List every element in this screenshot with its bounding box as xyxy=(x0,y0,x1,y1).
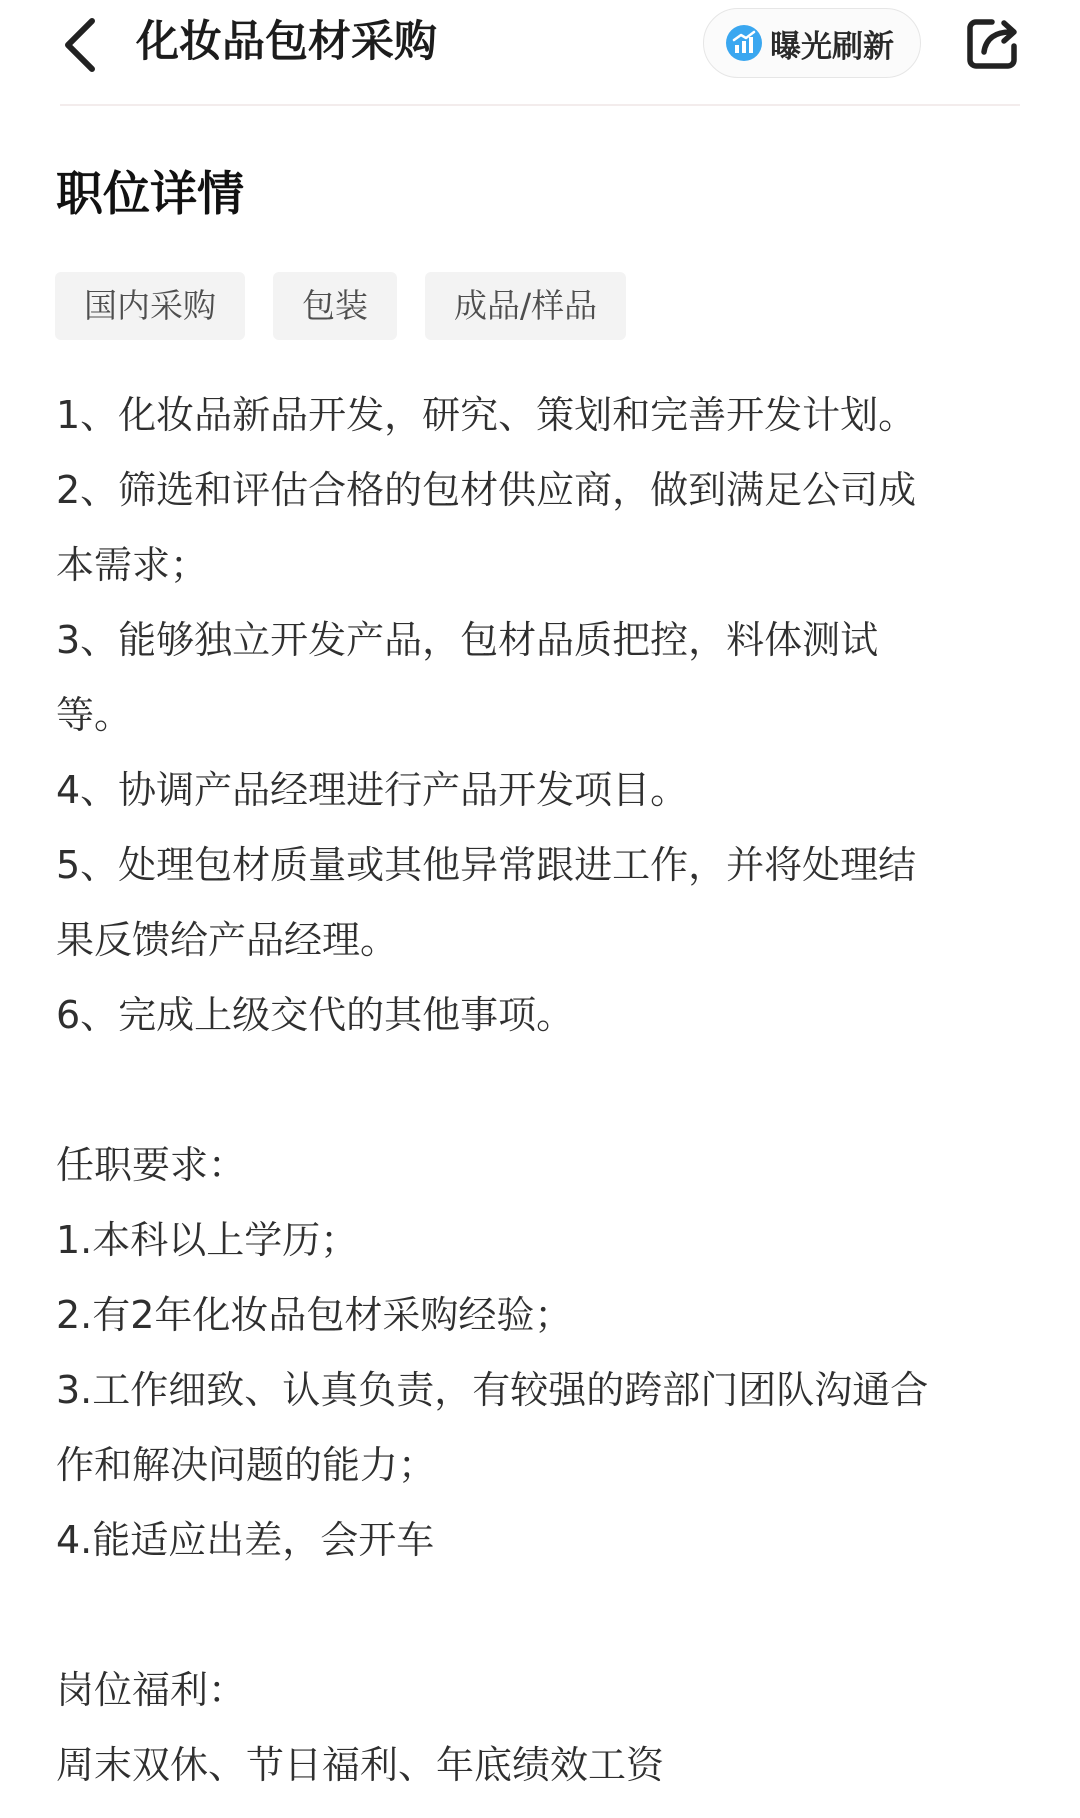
page-title: 化妆品包材采购 xyxy=(136,17,437,67)
requirement-line: 3.工作细致、认真负责，有较强的跨部门团队沟通合 xyxy=(56,1368,929,1412)
requirement-line: 1.本科以上学历； xyxy=(56,1218,359,1262)
description-line: 1、化妆品新品开发，研究、策划和完善开发计划。 xyxy=(56,393,917,437)
description-line: 果反馈给产品经理。 xyxy=(56,918,399,962)
description-line: 等。 xyxy=(56,693,133,737)
tag-packaging[interactable]: 包装 xyxy=(273,272,397,340)
back-chevron-icon xyxy=(60,17,100,73)
requirement-line: 作和解决问题的能力； xyxy=(56,1443,437,1487)
blank-line xyxy=(56,1578,1016,1653)
requirement-line: 4.能适应出差，会开车 xyxy=(56,1518,435,1562)
back-button[interactable] xyxy=(50,10,110,80)
description-line: 4、协调产品经理进行产品开发项目。 xyxy=(56,768,689,812)
share-icon xyxy=(962,12,1024,74)
description-line: 2、筛选和评估合格的包材供应商，做到满足公司成 xyxy=(56,468,917,512)
description-line: 3、能够独立开发产品，包材品质把控，料体测试 xyxy=(56,618,879,662)
description-line: 本需求； xyxy=(56,543,209,587)
tag-domestic-purchasing[interactable]: 国内采购 xyxy=(55,272,245,340)
exposure-refresh-button[interactable] xyxy=(703,8,921,78)
description-line: 5、处理包材质量或其他异常跟进工作，并将处理结 xyxy=(56,843,917,887)
tag-list xyxy=(55,272,654,340)
header-divider xyxy=(60,104,1020,106)
top-bar xyxy=(0,0,1080,100)
blank-line xyxy=(56,1053,1016,1128)
benefits-line: 周末双休、节日福利、年底绩效工资 xyxy=(56,1743,665,1787)
description-line: 6、完成上级交代的其他事项。 xyxy=(56,993,575,1037)
tag-finished-samples[interactable]: 成品/样品 xyxy=(425,272,626,340)
chart-up-icon xyxy=(726,25,762,61)
share-button[interactable] xyxy=(962,12,1024,74)
benefits-heading: 岗位福利： xyxy=(56,1668,247,1712)
section-title: 职位详情 xyxy=(56,167,244,222)
requirements-heading: 任职要求： xyxy=(56,1143,247,1187)
exposure-refresh-label: 曝光刷新 xyxy=(770,28,894,65)
job-description xyxy=(56,378,1016,1803)
requirement-line: 2.有2年化妆品包材采购经验； xyxy=(56,1293,573,1337)
